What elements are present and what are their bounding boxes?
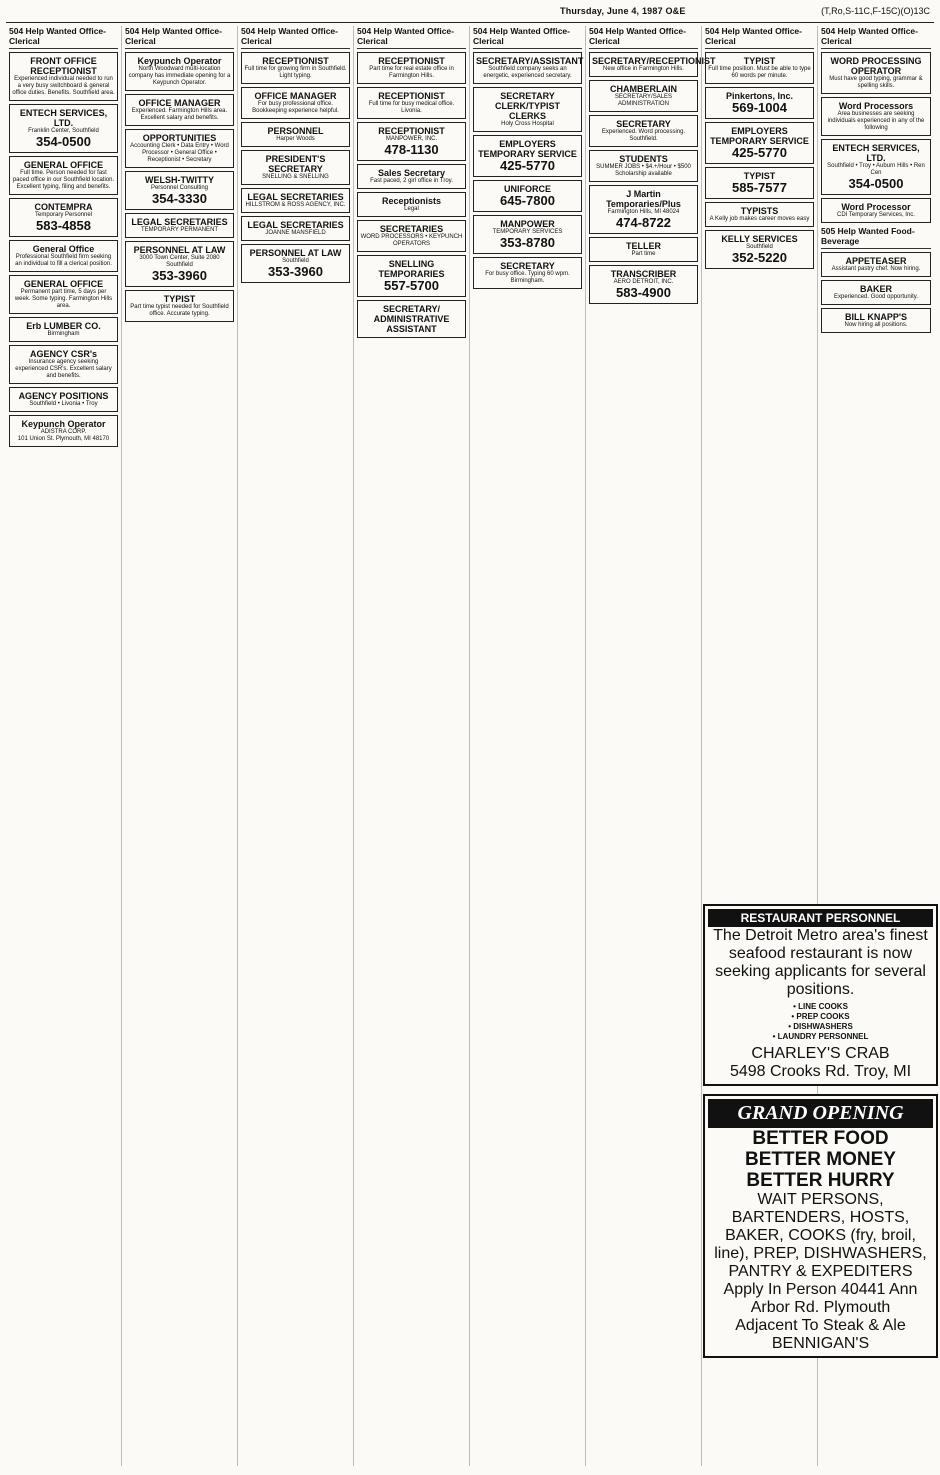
ad-title: OFFICE MANAGER (254, 91, 337, 101)
ad-subtitle: Accounting Clerk • Data Entry • Word Processor • General Office • Receptionist • Secretary (130, 143, 229, 163)
ad-title: CONTEMPRA (34, 202, 93, 212)
classified-ad (821, 198, 931, 223)
ad-body: Part time for real estate office in Farmington Hills. (369, 66, 454, 79)
ad-subtitle: Southfield • Troy • Auburn Hills • Ren Cen (827, 163, 925, 176)
classified-ad (125, 213, 234, 238)
ad-phone: 354-3330 (152, 191, 207, 206)
section-header: 504 Help Wanted Office-Clerical (241, 26, 350, 49)
bennigans-positions: WAIT PERSONS, BARTENDERS, HOSTS, BAKER, COOKS (fry, broil, line), PREP, DISHWASHERS, PANTRY & EXPEDITERS (714, 1191, 927, 1280)
ad-title: RECEPTIONIST (378, 91, 445, 101)
restaurant-ad-intro: The Detroit Metro area's finest seafood restaurant is now seeking applicants for several positions. (713, 927, 928, 998)
ad-title: Keypunch Operator (21, 419, 106, 429)
restaurant-personnel-ad (703, 904, 938, 1086)
ad-title: APPETEASER (845, 256, 907, 266)
ad-subtitle: 3000 Town Center, Suite 2080 Southfield (139, 255, 220, 268)
column-2 (122, 26, 238, 1466)
ad-phone: 425-5770 (500, 158, 555, 173)
ad-body: Professional Southfield firm seeking an individual to fill a clerical position. (15, 254, 112, 267)
ad-title: TYPIST (743, 171, 776, 181)
ad-title: GENERAL OFFICE (23, 279, 104, 289)
ad-title: WORD PROCESSING OPERATOR (830, 56, 922, 76)
ad-body: Fast paced, 2 girl office in Troy. (370, 178, 453, 184)
ad-subtitle: Farmington Hills, MI 48024 (607, 209, 680, 215)
ad-phone: 353-3960 (152, 268, 207, 283)
ad-title: WELSH-TWITTY (145, 175, 214, 185)
ad-body: Must have good typing, grammar & spelling skills. (829, 76, 923, 89)
classified-ad (821, 308, 931, 333)
ad-body: Experienced. Farmington Hills area. Excellent salary and benefits. (131, 108, 228, 121)
ad-phone: 353-8780 (500, 235, 555, 250)
column-6 (586, 26, 716, 1466)
ad-phone: 645-7800 (500, 193, 555, 208)
ad-phone: 557-5700 (384, 278, 439, 293)
section-header: 504 Help Wanted Office-Clerical (9, 26, 118, 49)
ad-title: SECRETARY/RECEPTIONIST (592, 56, 716, 66)
classified-ad (705, 202, 814, 227)
classified-ad (821, 139, 931, 195)
ad-phone: 478-1130 (384, 142, 439, 157)
classified-ad (705, 87, 814, 119)
restaurant-position: • DISHWASHERS (788, 1022, 853, 1031)
ad-title: SECRETARY CLERK/TYPIST CLERKS (494, 91, 560, 121)
ad-subtitle: SNELLING & SNELLING (262, 174, 329, 180)
ad-title: CHAMBERLAIN (610, 84, 677, 94)
ad-title: PERSONNEL AT LAW (133, 245, 226, 255)
classified-ad (357, 255, 466, 297)
classified-ad (9, 345, 118, 384)
classified-ad (473, 87, 582, 132)
ad-body: For busy professional office. Bookkeeping experience helpful. (252, 101, 339, 114)
classified-ad (357, 87, 466, 119)
ad-title: GENERAL OFFICE (23, 160, 104, 170)
ad-subtitle: SUMMER JOBS • $4.+/Hour • $500 Scholarship available (596, 164, 691, 177)
ad-subtitle: Franklin Center, Southfield (28, 128, 99, 134)
ad-title: SECRETARY (616, 119, 671, 129)
ad-title: J Martin Temporaries/Plus (606, 189, 681, 209)
ad-subtitle: Temporary Personnel (34, 212, 93, 218)
ad-body: Permanent part time, 5 days per week. Some typing. Farmington Hills area. (14, 289, 113, 309)
classified-ad (241, 150, 350, 185)
ad-subtitle: Area businesses are seeking individuals experienced in any of the following (827, 111, 925, 131)
classified-ad (125, 241, 234, 287)
classified-ad (821, 97, 931, 136)
ad-title: EMPLOYERS TEMPORARY SERVICE (710, 126, 809, 146)
better-line: BETTER HURRY (746, 1170, 895, 1191)
ad-subtitle: Holy Cross Hospital (501, 121, 554, 127)
classified-ad (9, 275, 118, 314)
classified-ad (705, 167, 814, 199)
bennigans-logo: BENNIGAN'S (771, 1335, 870, 1352)
ad-title: LEGAL SECRETARIES (131, 217, 228, 227)
classified-ad (9, 156, 118, 195)
restaurant-position: • LAUNDRY PERSONNEL (772, 1032, 869, 1041)
bennigans-apply: Apply In Person 40441 Ann Arbor Rd. Plymouth (723, 1281, 918, 1316)
ad-title: Sales Secretary (377, 168, 446, 178)
classified-ad (589, 185, 698, 234)
restaurant-position: • PREP COOKS (791, 1012, 850, 1021)
ad-title: Keypunch Operator (137, 56, 222, 66)
ad-title: PERSONNEL (267, 126, 324, 136)
column-5 (470, 26, 586, 1466)
section-header: 504 Help Wanted Office-Clerical (589, 26, 698, 49)
classified-ad (9, 317, 118, 342)
better-line: BETTER FOOD (752, 1128, 889, 1149)
ad-subtitle: Legal (404, 206, 419, 212)
ad-phone: 585-7577 (732, 180, 787, 195)
ad-title: General Office (32, 244, 95, 254)
classified-ad (357, 300, 466, 338)
ad-phone: 569-1004 (732, 100, 787, 115)
ad-title: SECRETARIES (379, 224, 444, 234)
ad-body: Full time. Person needed for fast paced office in our Southfield location. Excellent typing, filing and benefits. (12, 170, 115, 190)
ad-title: SECRETARY (500, 261, 555, 271)
classified-ad (589, 237, 698, 262)
ad-title: RECEPTIONIST (262, 56, 329, 66)
classified-ad (125, 171, 234, 210)
classified-ad (125, 94, 234, 126)
classified-ad (473, 215, 582, 254)
ad-subtitle: JOANNE MANSFIELD (265, 230, 326, 236)
ad-subtitle: Birmingham (47, 331, 80, 337)
ad-body: Experienced. Word processing. Southfield. (601, 129, 686, 142)
classified-ad (589, 52, 716, 77)
ad-subtitle: TEMPORARY PERMANENT (140, 227, 219, 233)
ad-body: North Woodward multi-location company has immediate opening for a Keypunch Operator. (128, 66, 231, 86)
ad-title: Word Processor (841, 202, 911, 212)
edition-code: (T,Ro,S-11C,F-15C)(O)13C (821, 6, 930, 16)
ad-phone: 352-5220 (732, 250, 787, 265)
ad-title: TELLER (626, 241, 661, 251)
ad-title: ENTECH SERVICES, LTD. (19, 108, 108, 128)
ad-title: Erb LUMBER CO. (26, 321, 101, 331)
ad-title: FRONT OFFICE RECEPTIONIST (30, 56, 97, 76)
ad-body: 101 Union St. Plymouth, MI 48170 (17, 436, 110, 442)
ad-body: Full time position. Must be able to type 60 words per minute. (708, 66, 811, 79)
section-header: 504 Help Wanted Office-Clerical (357, 26, 466, 49)
classified-ad (473, 257, 582, 289)
ad-subtitle: SECRETARY/SALES ADMINISTRATION (614, 94, 673, 107)
ad-title: AGENCY POSITIONS (18, 391, 109, 401)
date-line: Thursday, June 4, 1987 O&E (560, 6, 686, 16)
ad-phone: 425-5770 (732, 145, 787, 160)
ad-title: SECRETARY/ ADMINISTRATIVE ASSISTANT (373, 304, 450, 334)
food-section-header: 505 Help Wanted Food-Beverage (821, 226, 931, 249)
ad-phone: 353-3960 (268, 264, 323, 279)
restaurant-position: • LINE COOKS (793, 1002, 848, 1011)
section-header: 504 Help Wanted Office-Clerical (705, 26, 814, 49)
ad-subtitle: AERO DETROIT, INC. (613, 279, 674, 285)
ad-subtitle: Southfield • Livonia • Troy (29, 401, 98, 407)
ad-title: OFFICE MANAGER (138, 98, 221, 108)
ad-subtitle: Personnel Consulting (150, 185, 209, 191)
ad-title: LEGAL SECRETARIES (247, 192, 344, 202)
classified-ad (357, 192, 466, 217)
classified-ad (589, 115, 698, 147)
ad-subtitle: TEMPORARY SERVICES (492, 229, 563, 235)
ad-subtitle: MANPOWER, INC. (385, 136, 438, 142)
classified-ad (705, 230, 814, 269)
ad-title: RECEPTIONIST (378, 126, 445, 136)
classified-ad (357, 122, 466, 161)
classified-ad (589, 265, 698, 304)
classified-ad (357, 164, 466, 189)
ad-subtitle: Southfield (746, 244, 773, 250)
ad-title: TRANSCRIBER (610, 269, 677, 279)
ad-body: Part time typist needed for Southfield office. Accurate typing. (130, 304, 229, 317)
ad-title: AGENCY CSR's (30, 349, 97, 359)
classified-ad (241, 216, 350, 241)
ad-body: Experienced. Good opportunity. (834, 294, 918, 300)
ad-title: PERSONNEL AT LAW (249, 248, 342, 258)
column-3 (238, 26, 354, 1466)
ad-phone: 583-4858 (36, 218, 91, 233)
classified-ad (705, 52, 814, 84)
ad-phone: 354-0500 (36, 134, 91, 149)
classified-ad (241, 244, 350, 283)
ad-subtitle: Part time (631, 251, 656, 257)
classified-ad (9, 104, 118, 153)
bennigans-tagline: Adjacent To Steak & Ale (735, 1317, 906, 1334)
ad-body: Southfield company seeks an energetic, experienced secretary. (483, 66, 572, 79)
ad-title: KELLY SERVICES (721, 234, 798, 244)
classified-ad (9, 240, 118, 272)
classified-ad (9, 198, 118, 237)
ad-title: ENTECH SERVICES, LTD. (832, 143, 920, 163)
ad-phone: 354-0500 (848, 176, 904, 191)
classified-ad (9, 387, 118, 412)
ad-title: SECRETARY/ASSISTANT (476, 56, 584, 66)
ad-title: UNIFORCE (504, 184, 551, 194)
ad-phone: 583-4900 (616, 285, 671, 300)
ad-title: TYPIST (163, 294, 196, 304)
better-line: BETTER MONEY (745, 1149, 896, 1170)
masthead-rule (6, 22, 934, 23)
ad-subtitle: Southfield (282, 258, 309, 264)
ad-body: Experienced individual needed to run a very busy switchboard & general office duties. Benefits. Southfield area. (12, 76, 115, 96)
classified-ad (473, 135, 582, 177)
ad-title: TYPIST (743, 56, 776, 66)
section-header: 504 Help Wanted Office-Clerical (821, 26, 931, 49)
restaurant-name: CHARLEY'S CRAB (751, 1045, 890, 1062)
ad-body: Insurance agency seeking experienced CSR's. Excellent salary and benefits. (15, 359, 112, 379)
classified-ad (241, 87, 350, 119)
ad-title: TYPISTS (740, 206, 779, 216)
section-header: 504 Help Wanted Office-Clerical (125, 26, 234, 49)
ad-body: Full time for growing firm in Southfield. Light typing. (244, 66, 347, 79)
ad-title: EMPLOYERS TEMPORARY SERVICE (478, 139, 577, 159)
column-4 (354, 26, 470, 1466)
classified-ad (589, 80, 698, 112)
classified-ad (241, 122, 350, 147)
classified-ad (821, 280, 931, 305)
ad-title: PRESIDENT'S SECRETARY (265, 154, 326, 174)
ad-phone: 474-8722 (616, 215, 671, 230)
classified-ad (821, 252, 931, 277)
ad-subtitle: ADISTRA CORP. (40, 429, 87, 435)
classified-ad (9, 52, 118, 101)
ad-body: Assistant pastry chef. Now hiring. (831, 266, 921, 272)
ad-body: For busy office. Typing 60 wpm. Birmingham. (485, 271, 570, 284)
ad-subtitle: Harper Woods (276, 136, 315, 142)
restaurant-position-list (708, 1002, 933, 1042)
classified-ad (125, 290, 234, 322)
grand-opening-headline: GRAND OPENING (708, 1099, 933, 1128)
ad-subtitle: WORD PROCESSORS • KEYPUNCH OPERATORS (360, 234, 463, 247)
ad-title: SNELLING TEMPORARIES (378, 259, 445, 279)
section-header: 504 Help Wanted Office-Clerical (473, 26, 582, 49)
masthead (0, 0, 940, 22)
ad-body: New office in Farmington Hills. (603, 66, 684, 72)
classified-ad (9, 415, 118, 447)
ad-title: MANPOWER (500, 219, 555, 229)
classified-ad (125, 129, 234, 168)
ad-title: BAKER (859, 284, 892, 294)
ad-subtitle: HILLSTROM & ROSS AGENCY, INC. (245, 202, 346, 208)
ad-subtitle: CDI Temporary Services, Inc. (837, 212, 915, 218)
ad-body: Full time for busy medical office. Livonia. (368, 101, 455, 114)
bennigans-ad (703, 1094, 938, 1358)
ad-subtitle: A Kelly job makes career moves easy (709, 216, 810, 222)
ad-title: OPPORTUNITIES (142, 133, 217, 143)
classified-ad (357, 52, 466, 84)
classified-ad (125, 52, 234, 91)
ad-title: Pinkertons, Inc. (725, 91, 794, 101)
classified-ad (821, 52, 931, 94)
restaurant-address: 5498 Crooks Rd. Troy, MI (729, 1063, 912, 1080)
ad-title: STUDENTS (619, 154, 668, 164)
ad-body: Now hiring all positions. (844, 322, 908, 328)
column-1 (6, 26, 122, 1466)
classified-ad (241, 188, 350, 213)
ad-title: RECEPTIONIST (378, 56, 445, 66)
classified-ad (589, 150, 698, 182)
classified-ad (473, 52, 582, 84)
ad-title: LEGAL SECRETARIES (247, 220, 344, 230)
classified-ad (357, 220, 466, 252)
classified-ad (473, 180, 582, 212)
restaurant-ad-title: RESTAURANT PERSONNEL (708, 909, 933, 927)
classified-ad (705, 122, 814, 164)
ad-title: Word Processors (838, 101, 914, 111)
ad-title: Receptionists (381, 196, 441, 206)
ad-title: BILL KNAPP'S (845, 312, 907, 322)
classified-ad (241, 52, 350, 84)
